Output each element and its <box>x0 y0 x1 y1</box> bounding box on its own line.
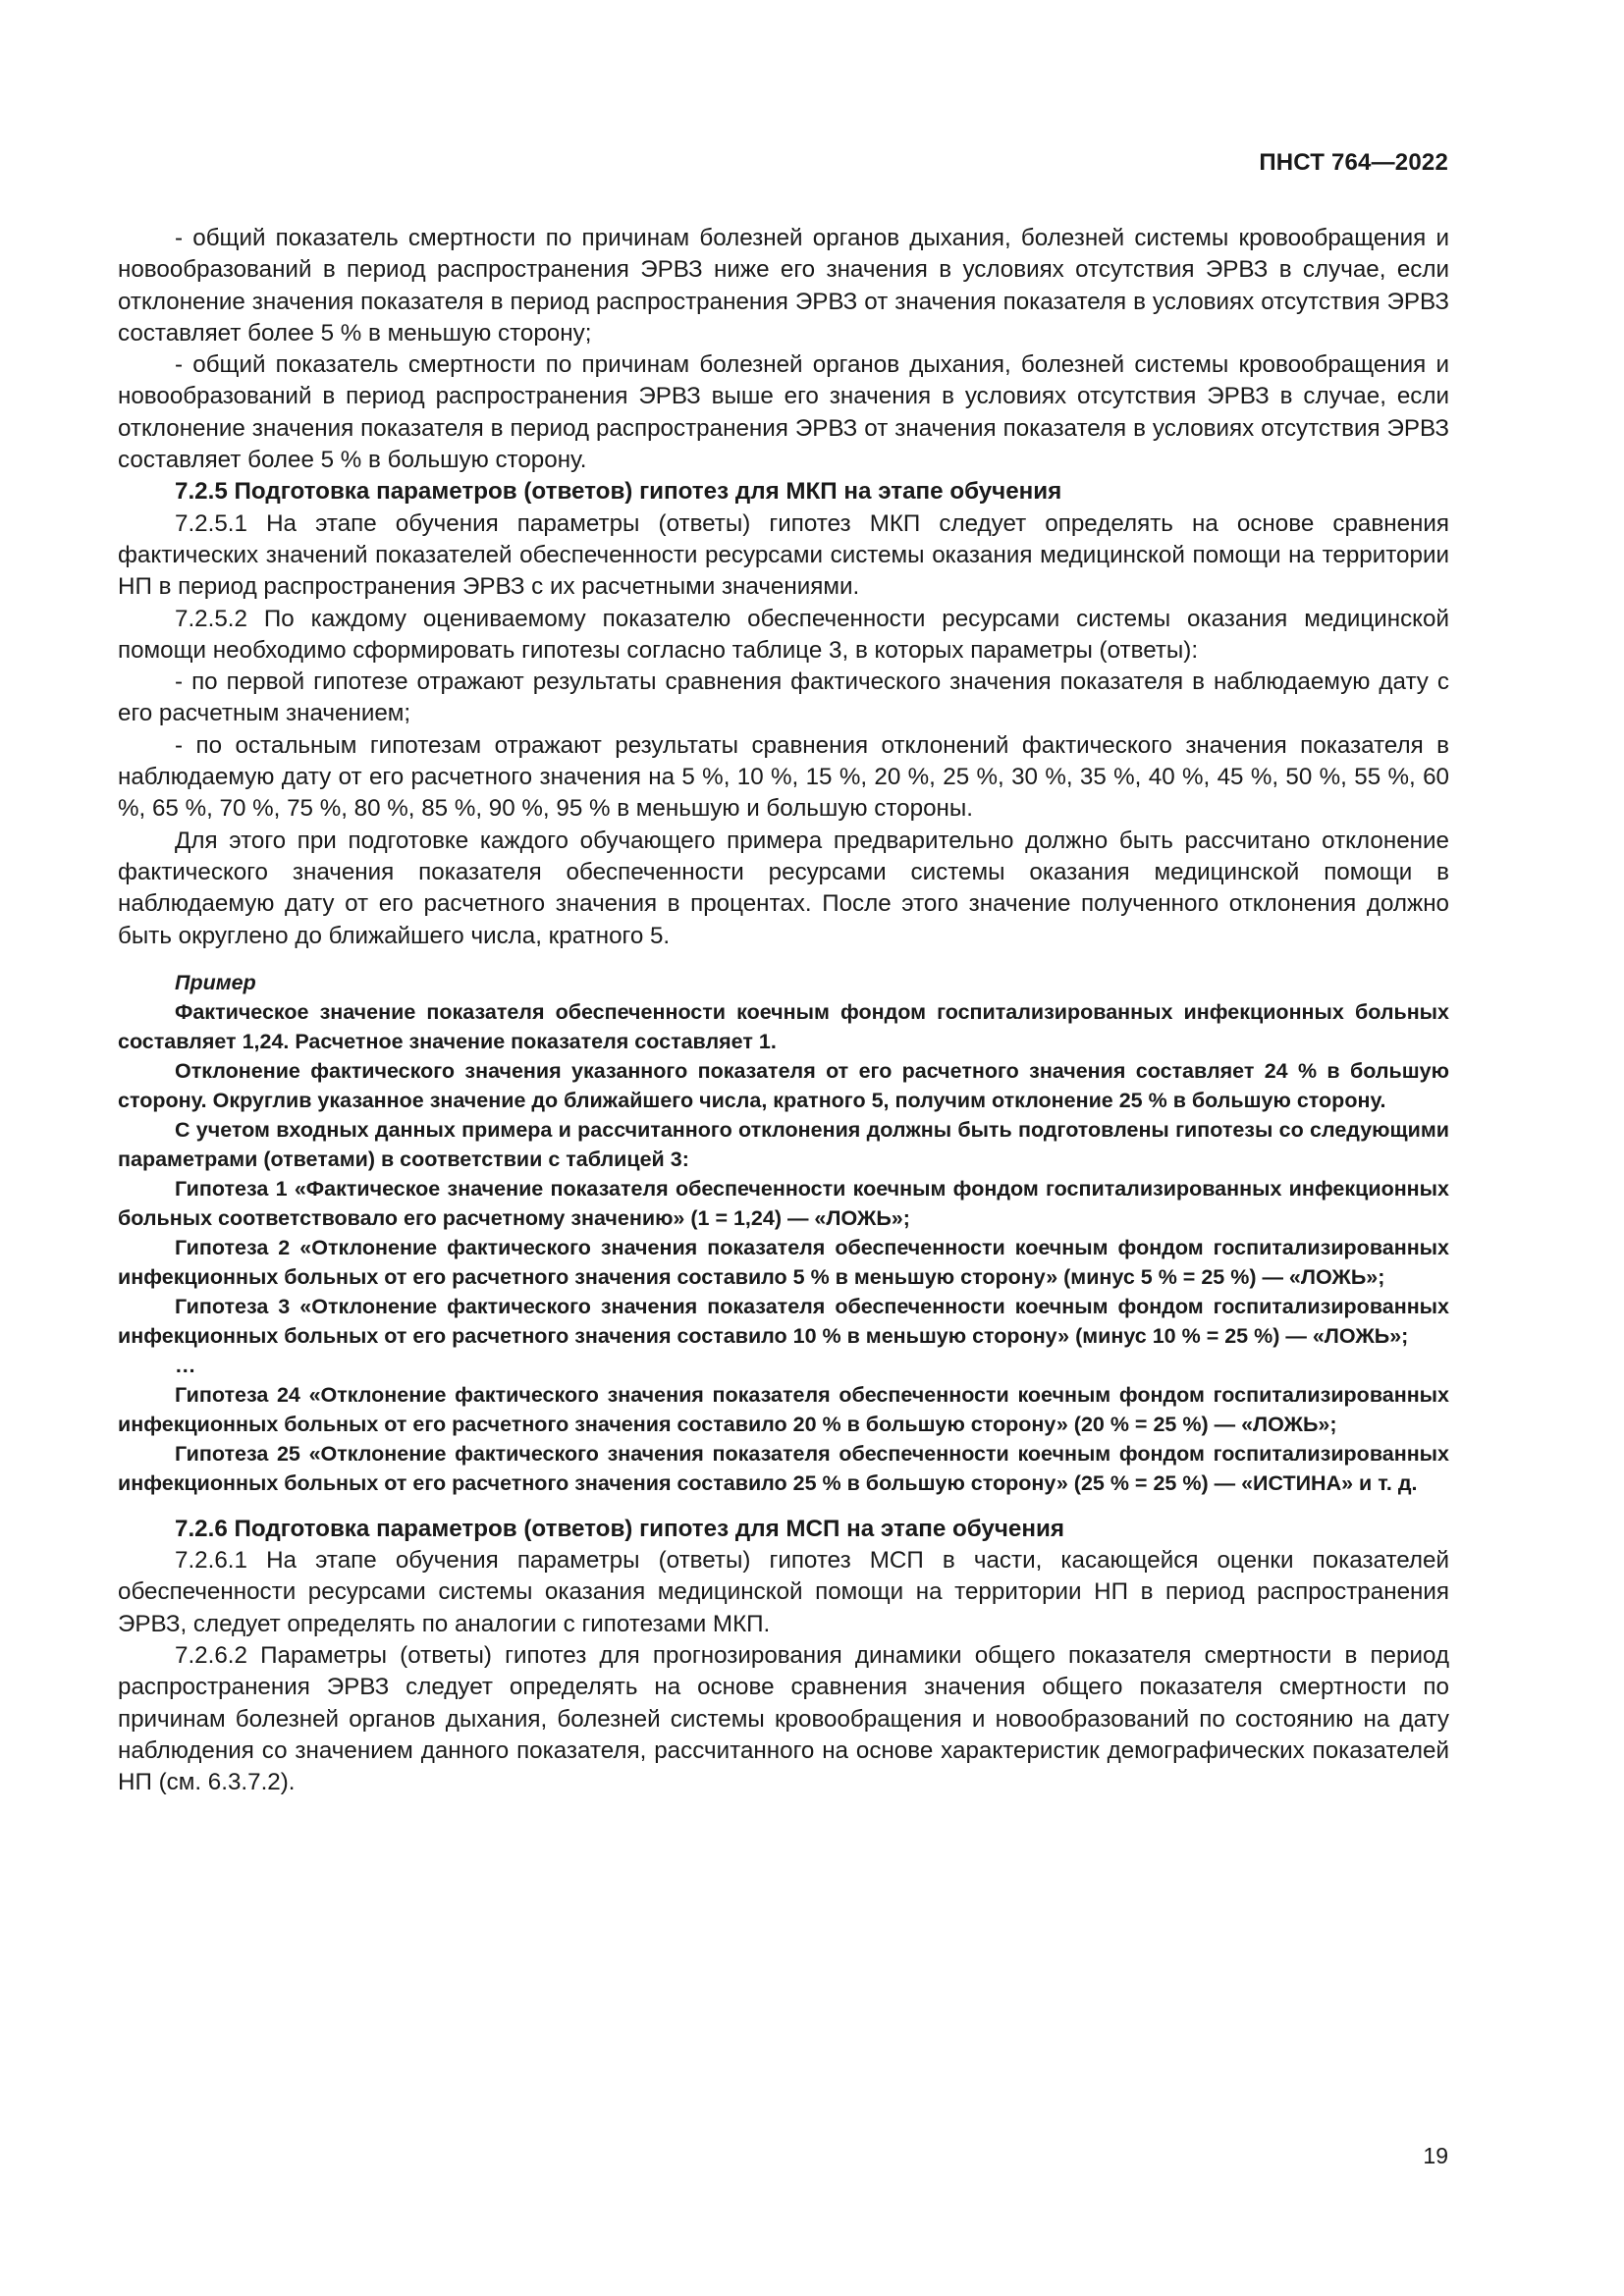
hypothesis-ellipsis: … <box>175 1353 196 1377</box>
paragraph-mortality-higher: - общий показатель смертности по причинам болезней органов дыхания, болезней системы кровообращения и новообразований в период распространения ЭРВЗ выше его значения в условиях отсутствия ЭРВЗ в случае, если отклонение значения показателя в период распространения ЭРВЗ от значения показателя в условиях отсутствия ЭРВЗ составляет более 5 % в большую сторону. <box>118 351 1449 474</box>
document-code: ПНСТ 764—2022 <box>1259 149 1448 176</box>
example-paragraph-2: Отклонение фактического значения указанного показателя от его расчетного значения составляет 24 % в большую сторону. Округлив указанное значение до ближайшего числа, кратного 5, получим отклонение 25 % в большую сторону. <box>118 1058 1449 1112</box>
paragraph-mortality-lower: - общий показатель смертности по причинам болезней органов дыхания, болезней системы кровообращения и новообразований в период распространения ЭРВЗ ниже его значения в условиях отсутствия ЭРВЗ в случае, если отклонение значения показателя в период распространения ЭРВЗ от значения показателя в условиях отсутствия ЭРВЗ составляет более 5 % в меньшую сторону; <box>118 225 1449 347</box>
paragraph-first-hypothesis: - по первой гипотезе отражают результаты сравнения фактического значения показателя в наблюдаемую дату с его расчетным значением; <box>118 668 1449 727</box>
paragraph-7-2-5-2: 7.2.5.2 По каждому оцениваемому показателю обеспеченности ресурсами системы оказания медицинской помощи необходимо сформировать гипотезы согласно таблице 3, в которых параметры (ответы): <box>118 605 1449 664</box>
example-block <box>118 968 1449 1498</box>
hypothesis-2: Гипотеза 2 «Отклонение фактического значения показателя обеспеченности коечным фондом госпитализированных инфекционных больных от его расчетного значения составило 5 % в меньшую сторону» (минус 5 % = 25 %) — «ЛОЖЬ»; <box>118 1235 1449 1289</box>
paragraph-rounding: Для этого при подготовке каждого обучающего примера предварительно должно быть рассчитано отклонение фактического значения показателя обеспеченности ресурсами системы оказания медицинской помощи в наблюдаемую дату от его расчетного значения в процентах. После этого значение полученного отклонения должно быть округлено до ближайшего числа, кратного 5. <box>118 827 1449 949</box>
example-label: Пример <box>175 970 256 994</box>
section-heading-7-2-5: 7.2.5 Подготовка параметров (ответов) гипотез для МКП на этапе обучения <box>175 478 1062 506</box>
paragraph-7-2-5-1: 7.2.5.1 На этапе обучения параметры (ответы) гипотез МКП следует определять на основе сравнения фактических значений показателей обеспеченности ресурсами системы оказания медицинской помощи на территории НП в период распространения ЭРВЗ с их расчетными значениями. <box>118 509 1449 601</box>
example-paragraph-1: Фактическое значение показателя обеспеченности коечным фондом госпитализированных инфекционных больных составляет 1,24. Расчетное значение показателя составляет 1. <box>118 999 1449 1053</box>
paragraph-7-2-6-2: 7.2.6.2 Параметры (ответы) гипотез для прогнозирования динамики общего показателя смертности в период распространения ЭРВЗ следует определять на основе сравнения значения общего показателя смертности по причинам болезней органов дыхания, болезней системы кровообращения и новообразований по состоянию на дату наблюдения со значением данного показателя, рассчитанного на основе характеристик демографических показателей НП (см. 6.3.7.2). <box>118 1642 1449 1796</box>
section-7-2-6 <box>118 1514 1449 1799</box>
section-heading-7-2-6: 7.2.6 Подготовка параметров (ответов) гипотез для МСП на этапе обучения <box>175 1515 1064 1542</box>
page-number: 19 <box>1423 2143 1448 2168</box>
document-body <box>118 223 1449 1799</box>
paragraph-7-2-6-1: 7.2.6.1 На этапе обучения параметры (ответы) гипотез МСП в части, касающейся оценки показателей обеспеченности ресурсами системы оказания медицинской помощи на территории НП в период распространения ЭРВЗ, следует определять по аналогии с гипотезами МКП. <box>118 1547 1449 1637</box>
hypothesis-3: Гипотеза 3 «Отклонение фактического значения показателя обеспеченности коечным фондом госпитализированных инфекционных больных от его расчетного значения составило 10 % в меньшую сторону» (минус 10 % = 25 %) — «ЛОЖЬ»; <box>118 1294 1449 1348</box>
example-paragraph-3: С учетом входных данных примера и рассчитанного отклонения должны быть подготовлены гипотезы со следующими параметрами (ответами) в соответствии с таблицей 3: <box>118 1117 1449 1171</box>
hypothesis-25: Гипотеза 25 «Отклонение фактического значения показателя обеспеченности коечным фондом госпитализированных инфекционных больных от его расчетного значения составило 25 % в большую сторону» (25 % = 25 %) — «ИСТИНА» и т. д. <box>118 1441 1449 1495</box>
hypothesis-24: Гипотеза 24 «Отклонение фактического значения показателя обеспеченности коечным фондом госпитализированных инфекционных больных от его расчетного значения составило 20 % в большую сторону» (20 % = 25 %) — «ЛОЖЬ»; <box>118 1382 1449 1436</box>
paragraph-other-hypotheses: - по остальным гипотезам отражают результаты сравнения отклонений фактического значения показателя в наблюдаемую дату от его расчетного значения на 5 %, 10 %, 15 %, 20 %, 25 %, 30 %, 35 %, 40 %, 45 %, 50 %, 55 %, 60 %, 65 %, 70 %, 75 %, 80 %, 85 %, 90 %, 95 % в меньшую и большую стороны. <box>118 731 1449 823</box>
hypothesis-1: Гипотеза 1 «Фактическое значение показателя обеспеченности коечным фондом госпитализированных инфекционных больных соответствовало его расчетному значению» (1 = 1,24) — «ЛОЖЬ»; <box>118 1176 1449 1230</box>
